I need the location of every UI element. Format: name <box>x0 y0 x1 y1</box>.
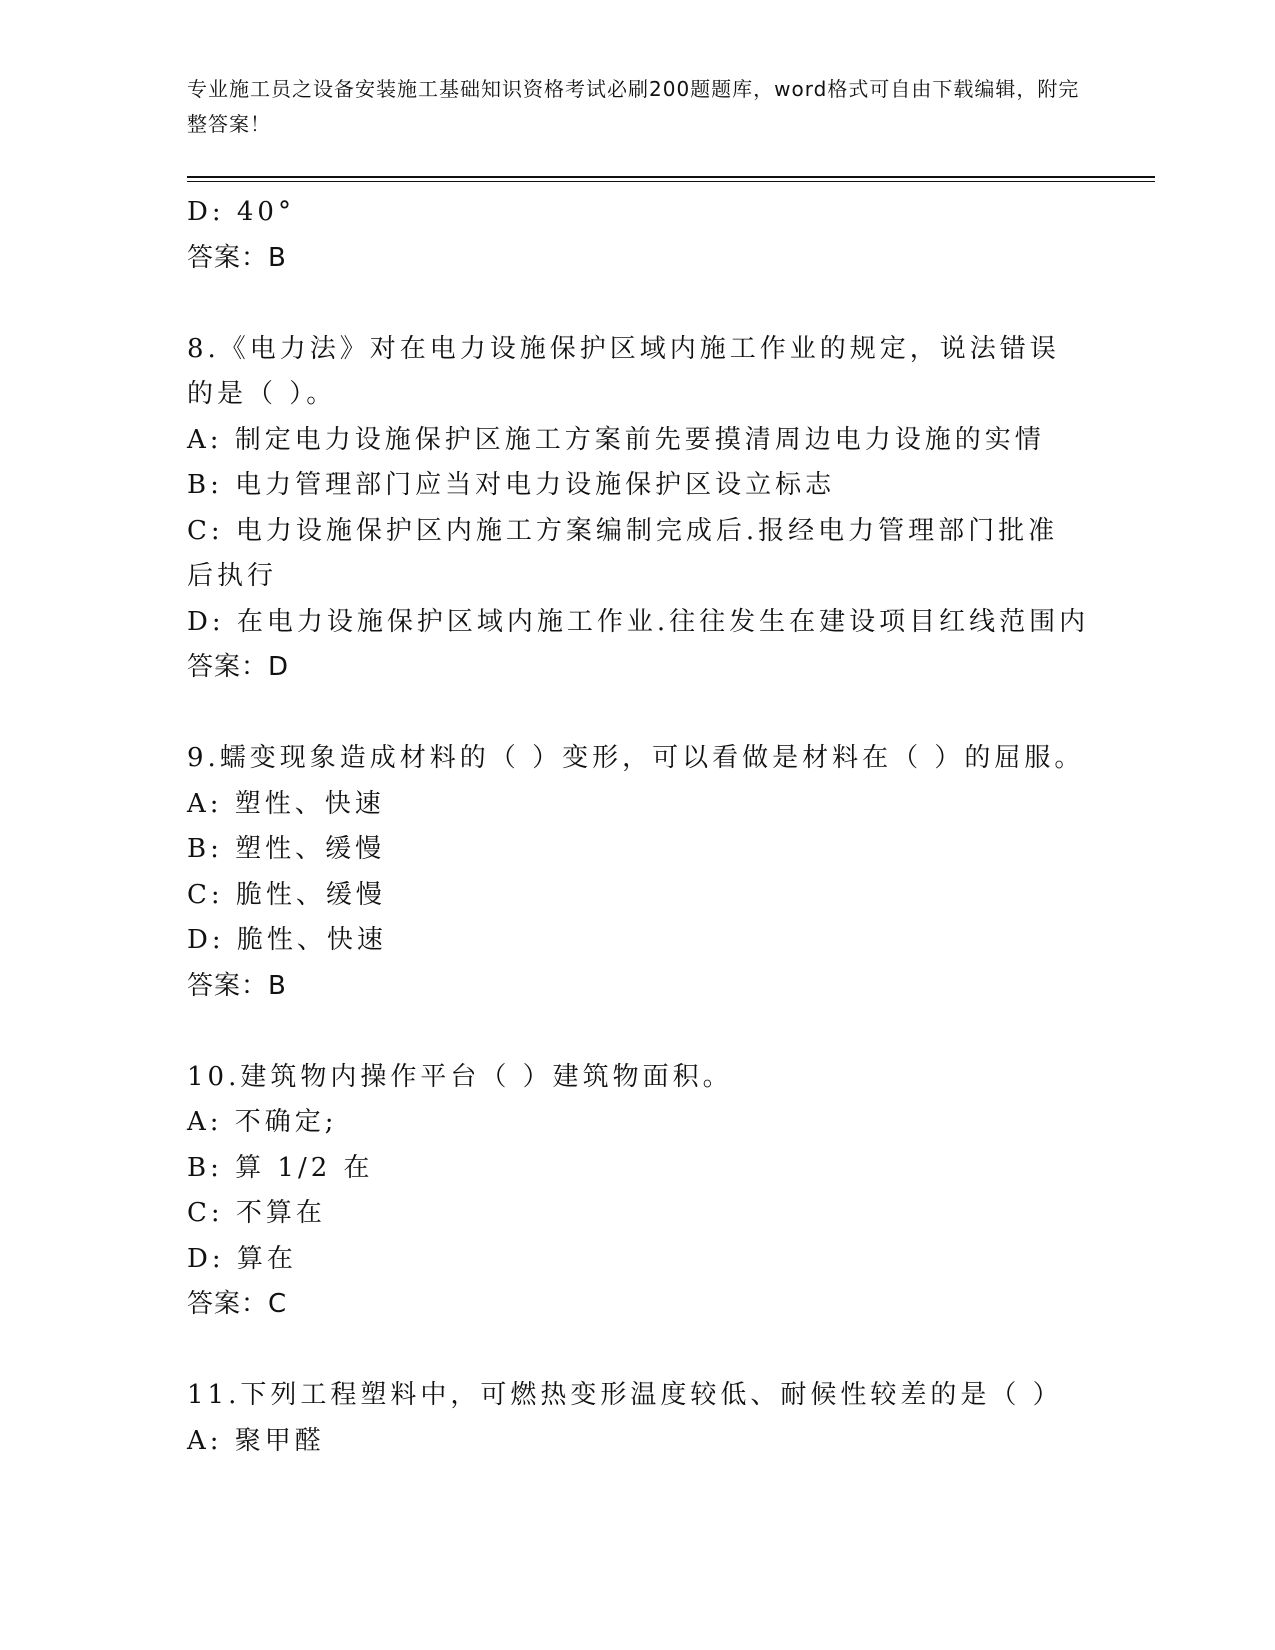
option-d: D: 40° <box>187 197 295 227</box>
spacer <box>187 281 1087 327</box>
question-7 <box>187 190 1087 281</box>
answer: 答案：B <box>187 970 287 1001</box>
option-a: A: 塑性、快速 <box>187 788 385 819</box>
option-b: B: 算 1/2 在 <box>187 1152 374 1183</box>
question-8 <box>187 327 1090 691</box>
question-10 <box>187 1055 1087 1328</box>
spacer <box>187 691 1087 737</box>
question-11 <box>187 1373 1087 1464</box>
answer: 答案：D <box>187 652 290 682</box>
header-divider <box>187 176 1155 182</box>
option-c: C: 不算在 <box>187 1198 326 1228</box>
answer: 答案：C <box>187 1289 288 1319</box>
option-d: D: 脆性、快速 <box>187 925 387 955</box>
option-c: C: 电力设施保护区内施工方案编制完成后.报经电力管理部门批准后执行 <box>187 515 1059 591</box>
option-a: A: 聚甲醛 <box>187 1425 325 1456</box>
spacer <box>187 1009 1087 1055</box>
question-list <box>187 190 1090 1464</box>
question-9 <box>187 736 1087 1009</box>
option-c: C: 脆性、缓慢 <box>187 879 386 910</box>
answer: 答案：B <box>187 242 287 273</box>
question-stem: 10.建筑物内操作平台（ ）建筑物面积。 <box>187 1061 733 1092</box>
option-d: D: 算在 <box>187 1243 297 1274</box>
option-d: D: 在电力设施保护区域内施工作业.往往发生在建设项目红线范围内 <box>187 606 1090 637</box>
option-b: B: 电力管理部门应当对电力设施保护区设立标志 <box>187 470 836 500</box>
question-stem: 11.下列工程塑料中，可燃热变形温度较低、耐候性较差的是（ ） <box>187 1380 1063 1410</box>
option-a: A: 制定电力设施保护区施工方案前先要摸清周边电力设施的实情 <box>187 424 1045 455</box>
spacer <box>187 1328 1087 1374</box>
page-header: 专业施工员之设备安装施工基础知识资格考试必刷200题题库，word格式可自由下载编辑，附完整答案！ <box>187 77 1080 136</box>
option-b: B: 塑性、缓慢 <box>187 834 386 864</box>
option-a: A: 不确定; <box>187 1107 338 1137</box>
question-stem: 9.蠕变现象造成材料的（ ）变形，可以看做是材料在（ ）的屈服。 <box>187 743 1085 773</box>
question-stem: 8.《电力法》对在电力设施保护区域内施工作业的规定，说法错误的是（ ）。 <box>187 333 1060 409</box>
